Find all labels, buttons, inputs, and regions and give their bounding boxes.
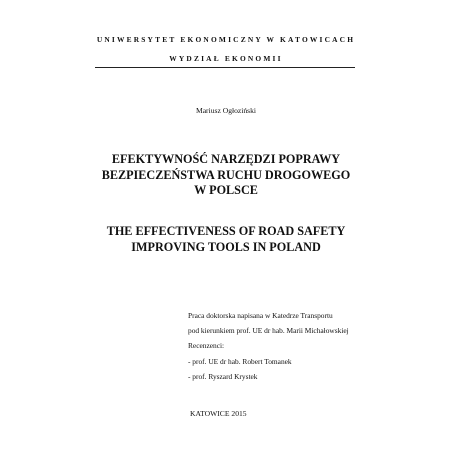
title-polish-line-2: BEZPIECZEŃSTWA RUCHU DROGOWEGO [101, 167, 351, 182]
title-polish-line-3: W POLSCE [194, 183, 258, 197]
place-and-year: KATOWICE 2015 [190, 409, 247, 418]
header-divider [95, 67, 355, 68]
reviewer-1: - prof. UE dr hab. Robert Tomanek [188, 356, 292, 366]
university-name: UNIWERSYTET EKONOMICZNY W KATOWICACH [96, 35, 356, 44]
reviewers-label: Recenzenci: [188, 341, 225, 351]
faculty-name: WYDZIAŁ EKONOMII [169, 54, 283, 63]
title-polish [0, 152, 452, 199]
title-english [0, 224, 452, 255]
reviewer-2: - prof. Ryszard Krystek [188, 371, 258, 381]
thesis-info [188, 308, 349, 384]
thesis-info-supervisor: pod kierunkiem prof. UE dr hab. Marii Michałowskiej [188, 326, 349, 336]
title-polish-line-1: EFEKTYWNOŚĆ NARZĘDZI POPRAWY [111, 152, 341, 166]
title-english-line-1: THE EFFECTIVENESS OF ROAD SAFETY [106, 224, 346, 238]
thesis-info-department: Praca doktorska napisana w Katedrze Transportu [188, 311, 333, 320]
title-english-line-2: IMPROVING TOOLS IN POLAND [131, 239, 321, 254]
author-name: Mariusz Ogłoziński [195, 106, 257, 115]
